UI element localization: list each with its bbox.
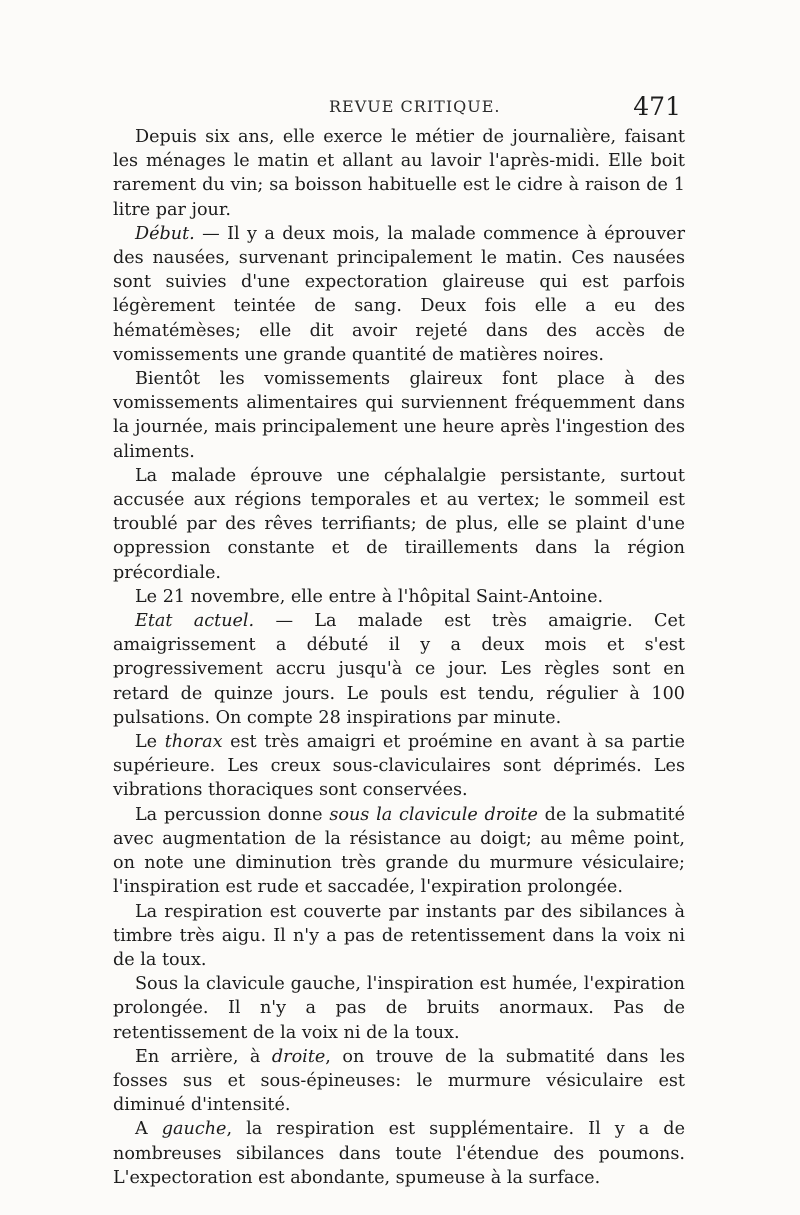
paragraph-debut	[113, 222, 685, 367]
paragraph-text: , la respiration est supplémentaire. Il y a de nombreuses sibilances dans toute l'étendue des poumons. L'expectoration est abondante, spumeuse à la surface.	[113, 1119, 685, 1188]
paragraph-cephalalgie	[113, 464, 685, 585]
emphasis-gauche: gauche	[161, 1119, 227, 1140]
paragraph-text: Le	[135, 732, 165, 753]
paragraph-text: Sous la clavicule gauche, l'inspiration est humée, l'expiration prolongée. Il n'y a pas de bruits anormaux. Pas de retentissement de la voix ni de la toux.	[113, 974, 685, 1043]
paragraph-gauche	[113, 1117, 685, 1190]
paragraph-text: La respiration est couverte par instants par des sibilances à timbre très aigu. Il n'y a pas de retentissement dans la voix ni de la toux.	[113, 901, 685, 970]
paragraph-clavicule-gauche	[113, 972, 685, 1045]
paragraph-etat-actuel	[113, 609, 685, 730]
paragraph-text: , on trouve de la submatité dans les fosses sus et sous-épineuses: le murmure vésiculaire est diminué d'intensité.	[113, 1046, 685, 1116]
emphasis-droite: droite	[271, 1046, 326, 1067]
paragraph-occupation	[113, 125, 685, 222]
paragraph-arriere-droite	[113, 1045, 685, 1118]
paragraph-vomissements	[113, 367, 685, 464]
body-text	[113, 125, 685, 1190]
paragraph-text: La malade éprouve une céphalalgie persistante, surtout accusée aux régions temporales et au vertex; le sommeil est troublé par des rêves terrifiants; de plus, elle se plaint d'une oppression constante et de tiraillements dans la région précordiale.	[113, 465, 685, 583]
paragraph-text: Depuis six ans, elle exerce le métier de journalière, faisant les ménages le matin et allant au lavoir l'après-midi. Elle boit rarement du vin; sa boisson habituelle est le cidre à raison de 1 litre par jour.	[113, 127, 685, 220]
paragraph-percussion	[113, 803, 685, 900]
emphasis-clavicule-droite: sous la clavicule droite	[329, 804, 538, 825]
section-lead-etat-actuel: Etat actuel.	[135, 611, 276, 632]
paragraph-text: — La malade est très amaigrie. Cet amaigrissement a débuté il y a deux mois et s'est progressivement accru jusqu'à ce jour. Les règles sont en retard de quinze jours. Le pouls est tendu, régulier à 100 pulsations. On compte 28 inspirations par minute.	[113, 611, 685, 728]
paragraph-text: de la submatité avec augmentation de la résistance au doigt; au même point, on note une diminution très grande du murmure vésiculaire; l'inspiration est rude et saccadée, l'expiration prolongée.	[113, 804, 686, 898]
paragraph-text: Le 21 novembre, elle entre à l'hôpital Saint-Antoine.	[135, 586, 604, 607]
paragraph-text: La percussion donne	[135, 804, 330, 825]
page-number: 471	[633, 92, 681, 121]
running-head: REVUE CRITIQUE.	[329, 97, 501, 116]
paragraph-entree-hopital	[113, 585, 685, 609]
paragraph-thorax	[113, 730, 685, 803]
paragraph-text: est très amaigri et proémine en avant à sa partie supérieure. Les creux sous-claviculaires sont déprimés. Les vibrations thoraciques sont conservées.	[113, 732, 685, 801]
paragraph-text: En arrière, à	[135, 1046, 272, 1067]
paragraph-text: Bientôt les vomissements glaireux font place à des vomissements alimentaires qui surviennent fréquemment dans la journée, mais principalement une heure après l'ingestion des aliments.	[113, 369, 685, 462]
emphasis-thorax: thorax	[164, 732, 223, 753]
paragraph-respiration	[113, 900, 685, 973]
paragraph-text: A	[135, 1119, 162, 1140]
section-lead-debut: Début.	[135, 223, 203, 244]
page-header	[113, 94, 685, 124]
paragraph-text: — Il y a deux mois, la malade commence à éprouver des nausées, survenant principalement le matin. Ces nausées sont suivies d'une expectoration glaireuse qui est parfois légèrement teintée de sang. Deux fois elle a eu des hématémèses; elle dit avoir rejeté dans des accès de vomissements une grande quantité de matières noires.	[113, 223, 685, 365]
